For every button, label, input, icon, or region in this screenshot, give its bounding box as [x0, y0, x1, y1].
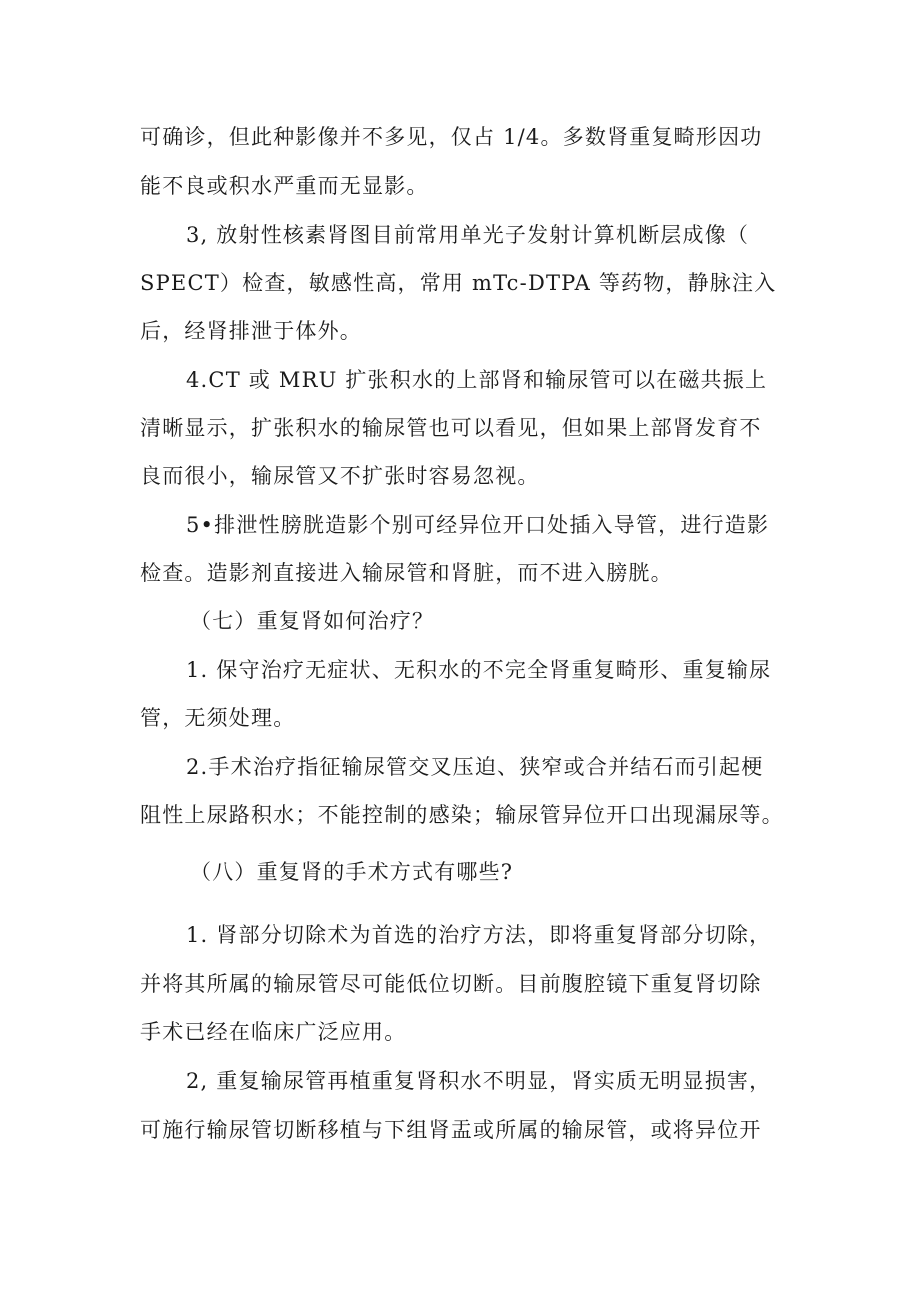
text-line: 阻性上尿路积水；不能控制的感染；输尿管异位开口出现漏尿等。: [140, 803, 784, 827]
section-heading-surgery: （八）重复肾的手术方式有哪些?: [190, 860, 514, 884]
text-line: 后，经肾排泄于体外。: [140, 319, 362, 343]
text-line: 可确诊，但此种影像并不多见，仅占 1/4。多数肾重复畸形因功: [140, 125, 763, 149]
paragraph-cystography: 5•排泄性膀胱造影个别可经异位开口处插入导管，进行造影: [186, 513, 770, 537]
paragraph-partial-nephrectomy: 1. 肾部分切除术为首选的治疗方法，即将重复肾部分切除，: [186, 923, 772, 947]
text-line: 管，无须处理。: [140, 706, 296, 730]
section-heading-treatment: （七）重复肾如何治疗？: [190, 609, 435, 633]
paragraph-ct-mru: 4.CT 或 MRU 扩张积水的上部肾和输尿管可以在磁共振上: [186, 368, 768, 392]
text-line: 能不良或积水严重而无显影。: [140, 174, 429, 198]
paragraph-reimplantation: 2, 重复输尿管再植重复肾积水不明显，肾实质无明显损害，: [186, 1069, 772, 1093]
paragraph-surgery-indication: 2.手术治疗指征输尿管交叉压迫、狭窄或合并结石而引起梗: [186, 755, 764, 779]
text-line: 良而很小，输尿管又不扩张时容易忽视。: [140, 464, 540, 488]
paragraph-radionuclide: 3, 放射性核素肾图目前常用单光子发射计算机断层成像（: [186, 223, 750, 247]
text-line: 手术已经在临床广泛应用。: [140, 1020, 407, 1044]
text-line: 检查。造影剂直接进入输尿管和肾脏，而不进入膀胱。: [140, 561, 673, 585]
paragraph-conservative: 1. 保守治疗无症状、无积水的不完全肾重复畸形、重复输尿: [186, 658, 772, 682]
text-line: 可施行输尿管切断移植与下组肾盂或所属的输尿管，或将异位开: [140, 1118, 762, 1142]
text-line: 并将其所属的输尿管尽可能低位切断。目前腹腔镜下重复肾切除: [140, 972, 762, 996]
text-line: 清晰显示，扩张积水的输尿管也可以看见，但如果上部肾发育不: [140, 416, 762, 440]
text-line: SPECT）检查，敏感性高，常用 mTc-DTPA 等药物，静脉注入: [140, 271, 777, 295]
